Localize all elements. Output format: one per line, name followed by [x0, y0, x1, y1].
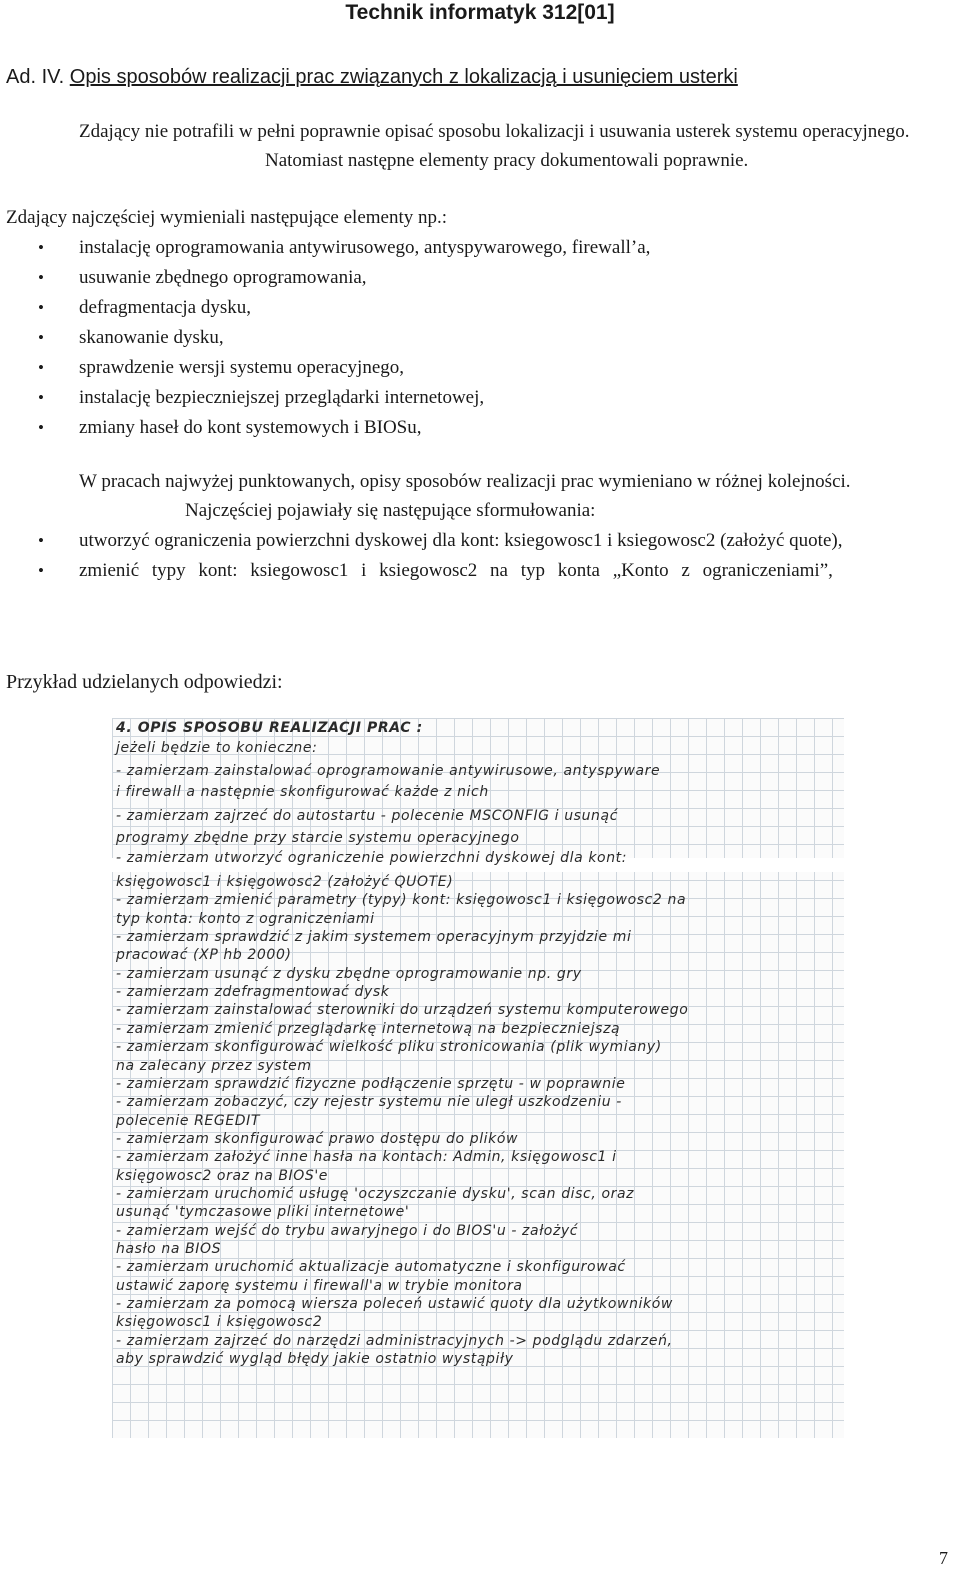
section-prefix: Ad. IV.	[6, 66, 65, 88]
handwritten-line: pracować (XP hb 2000)	[116, 947, 292, 964]
handwritten-line: - zamierzam założyć inne hasła na kontach: Admin, księgowosc1 i	[116, 1149, 617, 1166]
bullet-icon: •	[38, 238, 44, 257]
handwritten-line: - zamierzam zmienić przeglądarkę internetową na bezpieczniejszą	[116, 1020, 621, 1037]
section-title: Opis sposobów realizacji prac związanych z lokalizacją i usunięciem usterki	[69, 66, 738, 88]
intro-sentence-2: Natomiast następne elementy pracy dokumentowali poprawnie.	[265, 150, 749, 171]
list-item: • skanowanie dysku,	[0, 323, 950, 353]
handwritten-line: - zamierzam za pomocą wiersza poleceń ustawić quoty dla użytkowników	[116, 1296, 673, 1313]
example-label: Przykład udzielanych odpowiedzi:	[6, 671, 283, 693]
list-item: • defragmentacja dysku,	[0, 293, 950, 323]
handwritten-line: księgowosc1 i księgowosc2 (założyć QUOTE)	[116, 874, 454, 890]
list-item: • zmiany haseł do kont systemowych i BIOSu,	[0, 413, 950, 443]
handwritten-line: 4. OPIS SPOSOBU REALIZACJI PRAC :	[116, 720, 423, 736]
handwritten-line: i firewall a następnie skonfigurować każde z nich	[116, 784, 489, 800]
best-works-sentence-1: W pracach najwyżej punktowanych, opisy sposobów realizacji prac wymieniano w różnej kolejności.	[79, 471, 851, 492]
handwritten-line: - zamierzam skonfigurować prawo dostępu do plików	[116, 1130, 519, 1147]
list-item: • zmienić typy kont: ksiegowosc1 i ksiegowosc2 na typ konta „Konto z ograniczeniami”,	[0, 556, 950, 586]
bullet-icon: •	[38, 531, 44, 550]
bullet-icon: •	[38, 298, 44, 317]
handwritten-line: hasło na BIOS	[116, 1241, 222, 1257]
handwritten-line: aby sprawdzić wygląd błędy jakie ostatnio wystąpiły	[116, 1351, 514, 1368]
bullet-icon: •	[38, 561, 44, 580]
handwritten-line: - zamierzam sprawdzić z jakim systemem operacyjnym przyjdzie mi	[116, 929, 632, 946]
page-number: 7	[939, 1548, 948, 1568]
handwritten-line: na zalecany przez system	[116, 1057, 312, 1074]
phrases-list	[0, 526, 950, 586]
handwritten-line: - zamierzam wejść do trybu awaryjnego i do BIOS'u - założyć	[116, 1222, 579, 1239]
handwritten-answer-scan	[112, 718, 844, 1438]
handwritten-line: - zamierzam uruchomić usługę 'oczyszczanie dysku', scan disc, oraz	[116, 1185, 635, 1202]
handwritten-line: - zamierzam usunąć z dysku zbędne oprogramowanie np. gry	[116, 965, 582, 982]
section-heading	[6, 64, 738, 90]
list-item: • instalację bezpieczniejszej przeglądarki internetowej,	[0, 383, 950, 413]
list-item: • usuwanie zbędnego oprogramowania,	[0, 263, 950, 293]
handwritten-line: - zamierzam zmienić parametry (typy) kont: księgowosc1 i księgowosc2 na	[116, 892, 687, 909]
handwritten-line: - zamierzam zobaczyć, czy rejestr systemu nie uległ uszkodzeniu -	[116, 1094, 622, 1111]
handwritten-line: - zamierzam zainstalować oprogramowanie antywirusowe, antyspyware	[116, 763, 661, 779]
elements-heading: Zdający najczęściej wymieniali następujące elementy np.:	[6, 207, 448, 228]
intro-paragraph	[6, 117, 950, 146]
list-item: • instalację oprogramowania antywirusowego, antyspywarowego, firewall’a,	[0, 233, 950, 263]
bullet-icon: •	[38, 388, 44, 407]
bullet-icon: •	[38, 328, 44, 347]
handwritten-line: jeżeli będzie to konieczne:	[116, 740, 318, 756]
handwritten-line: - zamierzam zajrzeć do autostartu - polecenie MSCONFIG i usunąć	[116, 808, 619, 824]
handwritten-line: - zamierzam zajrzeć do narzędzi administracyjnych -> podglądu zdarzeń,	[116, 1332, 673, 1349]
handwritten-line: - zamierzam utworzyć ograniczenie powierzchni dyskowej dla kont:	[116, 850, 628, 866]
elements-list	[0, 233, 950, 443]
handwritten-line: - zamierzam zdefragmentować dysk	[116, 984, 390, 1001]
handwritten-line: programy zbędne przy starcie systemu operacyjnego	[116, 830, 520, 846]
list-item: • sprawdzenie wersji systemu operacyjnego,	[0, 353, 950, 383]
best-works-paragraph	[6, 467, 950, 496]
handwritten-line: ustawić zaporę systemu i firewall'a w trybie monitora	[116, 1277, 523, 1294]
handwritten-line: usunąć 'tymczasowe pliki internetowe'	[116, 1204, 410, 1221]
bullet-icon: •	[38, 268, 44, 287]
handwritten-line: - zamierzam skonfigurować wielkość pliku stronicowania (plik wymiany)	[116, 1039, 662, 1056]
bullet-icon: •	[38, 418, 44, 437]
handwritten-line: polecenie REGEDIT	[116, 1112, 261, 1129]
handwritten-line: - zamierzam uruchomić aktualizacje automatyczne i skonfigurować	[116, 1259, 626, 1276]
list-item: • utworzyć ograniczenia powierzchni dyskowej dla kont: ksiegowosc1 i ksiegowosc2 (założyć quote),	[0, 526, 950, 556]
best-works-sentence-2: Najczęściej pojawiały się następujące sformułowania:	[185, 500, 596, 521]
handwritten-line: księgowosc1 i księgowosc2	[116, 1314, 323, 1331]
handwritten-line: - zamierzam sprawdzić fizyczne podłączenie sprzętu - w poprawnie	[116, 1075, 626, 1092]
handwritten-line: - zamierzam zainstalować sterowniki do urządzeń systemu komputerowego	[116, 1002, 689, 1019]
handwritten-line: księgowosc2 oraz na BIOS'e	[116, 1167, 329, 1184]
document-title: Technik informatyk 312[01]	[345, 1, 615, 24]
bullet-icon: •	[38, 358, 44, 377]
intro-sentence-1: Zdający nie potrafili w pełni poprawnie opisać sposobu lokalizacji i usuwania usterek systemu operacyjnego.	[79, 121, 910, 142]
handwritten-line: typ konta: konto z ograniczeniami	[116, 910, 375, 927]
